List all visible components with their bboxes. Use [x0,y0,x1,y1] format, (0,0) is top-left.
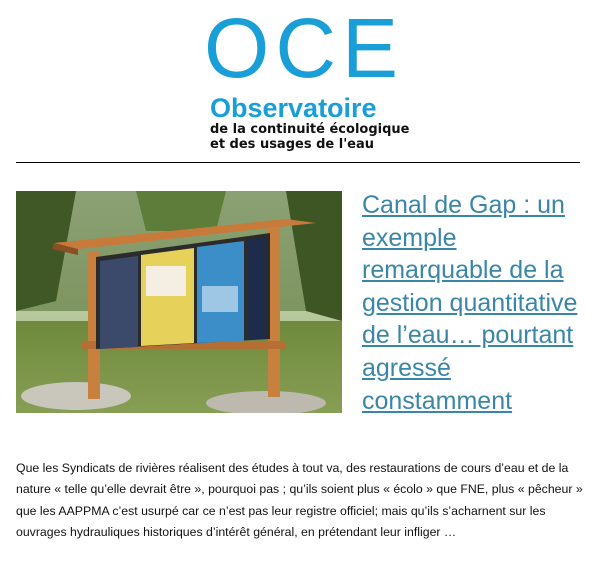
logo-tagline-line1: de la continuité écologique [210,122,410,137]
header-divider [16,162,580,163]
article-excerpt: Que les Syndicats de rivières réalisent des études à tout va, des restaurations de cours d’eau et de la nature « telle qu’elle devrait être », pourquoi pas ; qu’ils soient plus « écolo » que FNE, plus « pêcheur » que les AAPPMA c’est usurpé car ce n’est pas leur registre officiel; mais qu’ils s’acharnent sur les ouvrages hydrauliques historiques d’intérêt général, en prétendant leur infliger … [16,461,583,539]
article-title-link[interactable]: Canal de Gap : un exemple remarquable de la gestion quantitative de l’eau… pourtant agressé constamment [362,191,578,415]
logo-tagline [210,122,409,152]
logo-acronym: OCE [204,1,405,95]
logo-tagline-line2: et des usages de l'eau [210,137,375,152]
site-logo[interactable] [0,0,601,150]
article-image[interactable] [16,191,342,413]
logo-name: Observatoire [210,93,377,123]
